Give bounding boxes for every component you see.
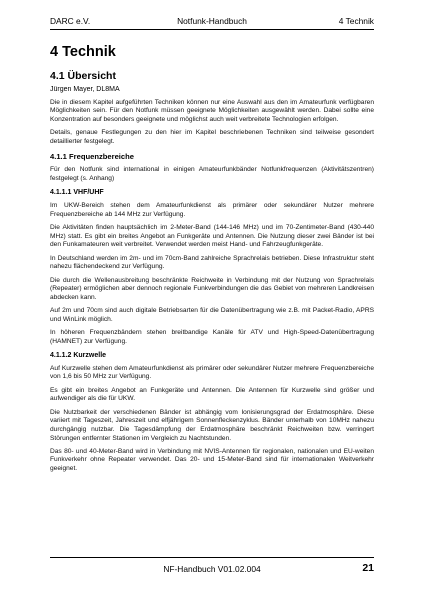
paragraph: Die Aktivitäten finden hauptsächlich im 2-Meter-Band (144-146 MHz) und im 70-Zentimeter-Band (430-440 MHz) statt. Es gibt ein breites Angebot an Funkgeräte und Antennen. Die Nutzung dieser zwei Bänder ist bei den Funkamateuren weit verbreitet. Verwendet werden meist Hand- und Fahrzeugfunkgeräte. (50, 223, 374, 249)
header-organization: DARC e.V. (50, 16, 91, 26)
header-document-title: Notfunk-Handbuch (177, 16, 247, 26)
section-title: 4.1 Übersicht (50, 70, 116, 82)
chapter-title: 4 Technik (50, 44, 116, 60)
paragraph: Die durch die Wellenausbreitung beschränkte Reichweite in Verbindung mit der Nutzung von Sprachrelais (Repeater) ermöglichen aber dennoch regionale Funkverbindungen die das Gebiet von mehreren Landkreisen abdecken kann. (50, 276, 374, 301)
footer-version: NF-Handbuch V01.02.004 (163, 564, 261, 574)
header-divider (50, 29, 374, 30)
page-content (50, 44, 374, 478)
paragraph: Die in diesem Kapitel aufgeführten Techniken können nur eine Auswahl aus den im Amateurfunk verfügbaren Möglichkeiten sein. Für den Notfunk müssen geeignete Möglichkeiten ausgewählt werden. Dabei sollte eine Konzentration auf besonders geeignete und möglichst auch weit verbreitete Technologien erfolgen. (50, 98, 374, 123)
paragraph: Auf 2m und 70cm sind auch digitale Betriebsarten für die Datenübertragung wie z.B. mit Packet-Radio, APRS und WinLink möglich. (50, 307, 374, 323)
header-chapter: 4 Technik (338, 16, 374, 26)
paragraph: Es gibt ein breites Angebot an Funkgeräte und Antennen. Die Antennen für Kurzwelle sind größer und aufwendiger als die für UKW. (50, 386, 374, 403)
paragraph: Das 80- und 40-Meter-Band wird in Verbindung mit NVIS-Antennen für regionalen, nationalen und EU-weiten Funkverkehr ohne Repeater verwendet. Das 20- und 15-Meter-Band sind für internationalen Weitverkehr geeignet. (50, 447, 374, 473)
paragraph: Details, genaue Festlegungen zu den hier im Kapitel beschriebenen Techniken sind teilweise gesondert detaillierter festgelegt. (50, 129, 374, 145)
paragraph: In Deutschland werden im 2m- und im 70cm-Band zahlreiche Sprachrelais betrieben. Diese Infrastruktur steht nahezu flächendeckend zur Verfügung. (50, 254, 374, 271)
paragraph: Im UKW-Bereich stehen dem Amateurfunkdienst als primärer oder sekundärer Nutzer mehrere Frequenzbereiche ab 144 MHz zur Verfügung. (50, 201, 374, 218)
section-author: Jürgen Mayer, DL8MA (50, 86, 120, 93)
paragraph: Auf Kurzwelle stehen dem Amateurfunkdienst als primärer oder sekundärer Nutzer mehrere Frequenzbereiche von 1,6 bis 50 MHz zur Verfügung. (50, 364, 374, 381)
paragraph: Für den Notfunk sind international in einigen Amateurfunkbänder Notfunkfrequenzen (Aktivitätszentren) festgelegt (s. Anhang) (50, 166, 374, 182)
footer-divider (50, 557, 374, 558)
subsubsection-title-hf: 4.1.1.2 Kurzwelle (50, 352, 107, 360)
subsubsection-title-vhf: 4.1.1.1 VHF/UHF (50, 189, 104, 197)
paragraph: In höheren Frequenzbändern stehen breitbandige Kanäle für ATV und High-Speed-Datenübertragung (HAMNET) zur Verfügung. (50, 329, 374, 345)
subsection-title: 4.1.1 Frequenzbereiche (50, 152, 134, 162)
paragraph: Die Nutzbarkeit der verschiedenen Bänder ist abhängig vom Ionisierungsgrad der Erdatmosphäre. Diese variiert mit Tageszeit, Jahreszeit und elfjährigem Sonnenfleckenzyklus. Bänder unterhalb von 10MHz nahezu durchgängig nutzbar. Die Tagesdämpfung der Erdatmosphäre beschränkt Reichweiten bzw. verringert Störungen entfernter Stationen im Vergleich zu Nachtstunden. (50, 408, 374, 442)
page-number: 21 (362, 562, 374, 574)
